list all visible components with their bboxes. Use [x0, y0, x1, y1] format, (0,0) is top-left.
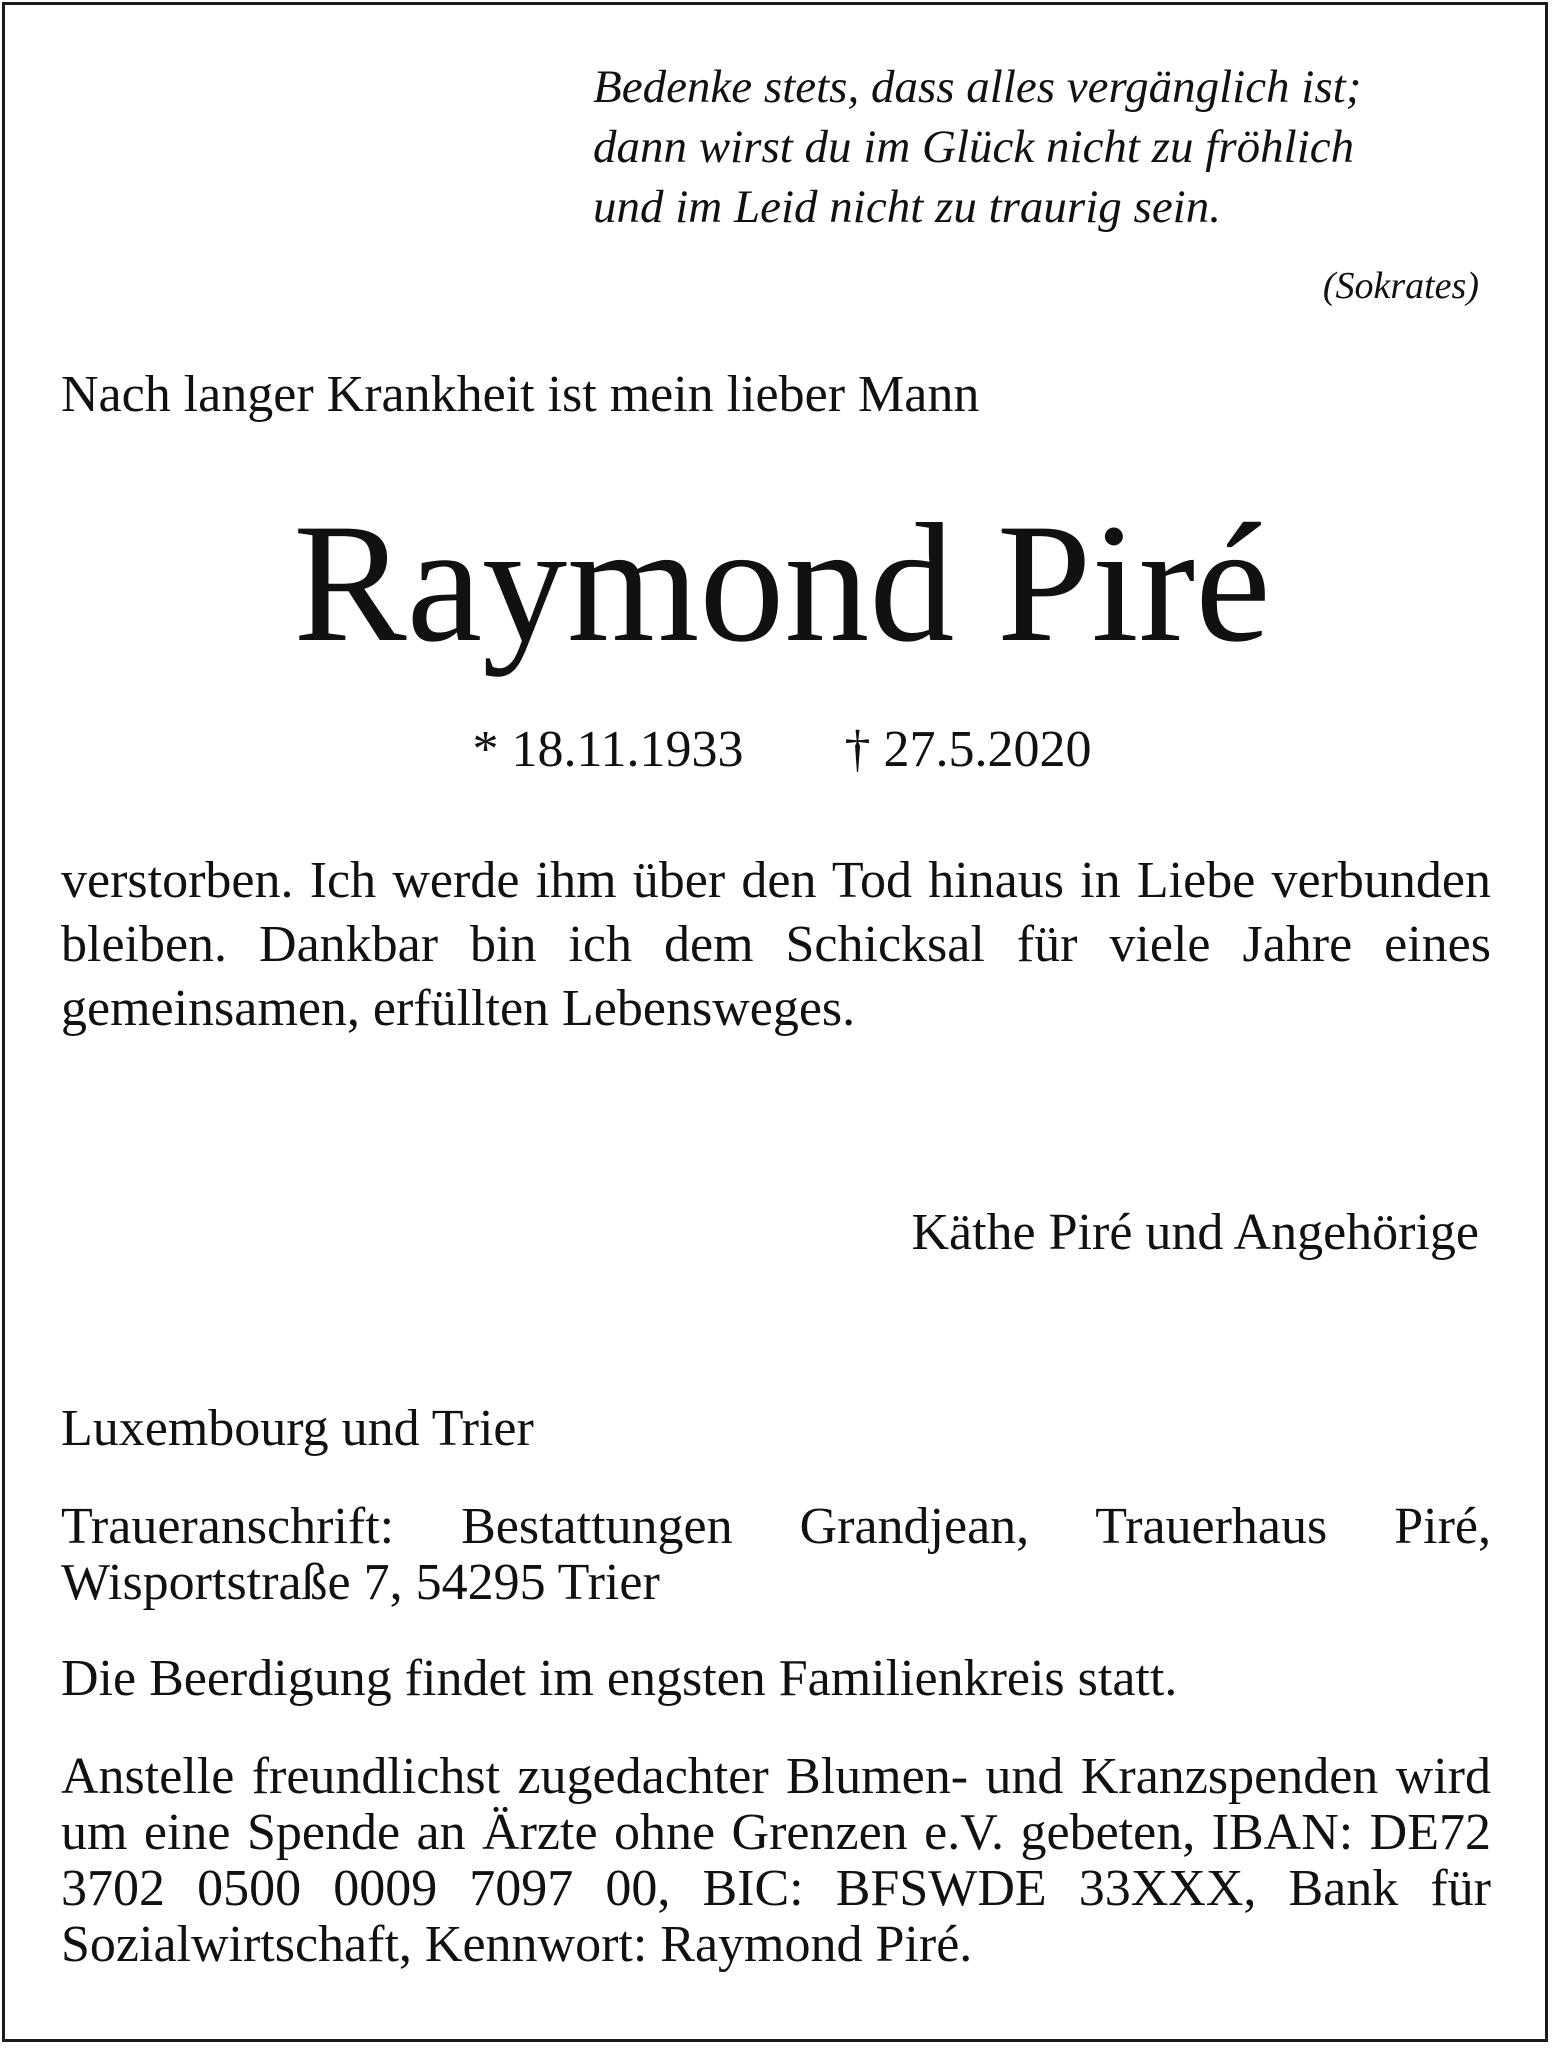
quote-line-2: dann wirst du im Glück nicht zu fröhlich — [593, 121, 1355, 173]
place: Luxembourg und Trier — [61, 1400, 534, 1457]
life-dates — [5, 717, 1554, 783]
quote-line-1: Bedenke stets, dass alles vergänglich ist; — [593, 61, 1362, 113]
mourning-address: Traueranschrift: Bestattungen Grandjean, Trauerhaus Piré, Wisportstraße 7, 54295 Trier — [61, 1498, 1491, 1611]
intro-text: Nach langer Krankheit ist mein lieber Mann — [61, 366, 980, 423]
signature: Käthe Piré und Angehörige — [911, 1204, 1479, 1261]
quote-attribution: (Sokrates) — [1322, 265, 1479, 307]
message-text: verstorben. Ich werde ihm über den Tod hinaus in Liebe verbunden bleiben. Dankbar bin ich dem Schicksal für viele Jahre eines gemeinsamen, erfüllten Lebensweges. — [61, 852, 1491, 1037]
death-date: † 27.5.2020 — [844, 721, 1092, 778]
quote-block — [593, 57, 1493, 237]
notice-frame — [2, 2, 1548, 2042]
donation-note: Anstelle freundlichst zugedachter Blumen- und Kranzspenden wird um eine Spende an Ärzte ohne Grenzen e.V. gebeten, IBAN: DE72 3702 0500 0009 7097 00, BIC: BFSWDE 33XXX, Bank für Sozialwirtschaft, Kennwort: Raymond Piré. — [61, 1748, 1491, 1973]
quote-line-3: und im Leid nicht zu traurig sein. — [593, 181, 1221, 233]
birth-date: * 18.11.1933 — [472, 721, 744, 778]
deceased-name: Raymond Piré — [293, 489, 1271, 677]
funeral-note: Die Beerdigung findet im engsten Familienkreis statt. — [61, 1650, 1178, 1707]
